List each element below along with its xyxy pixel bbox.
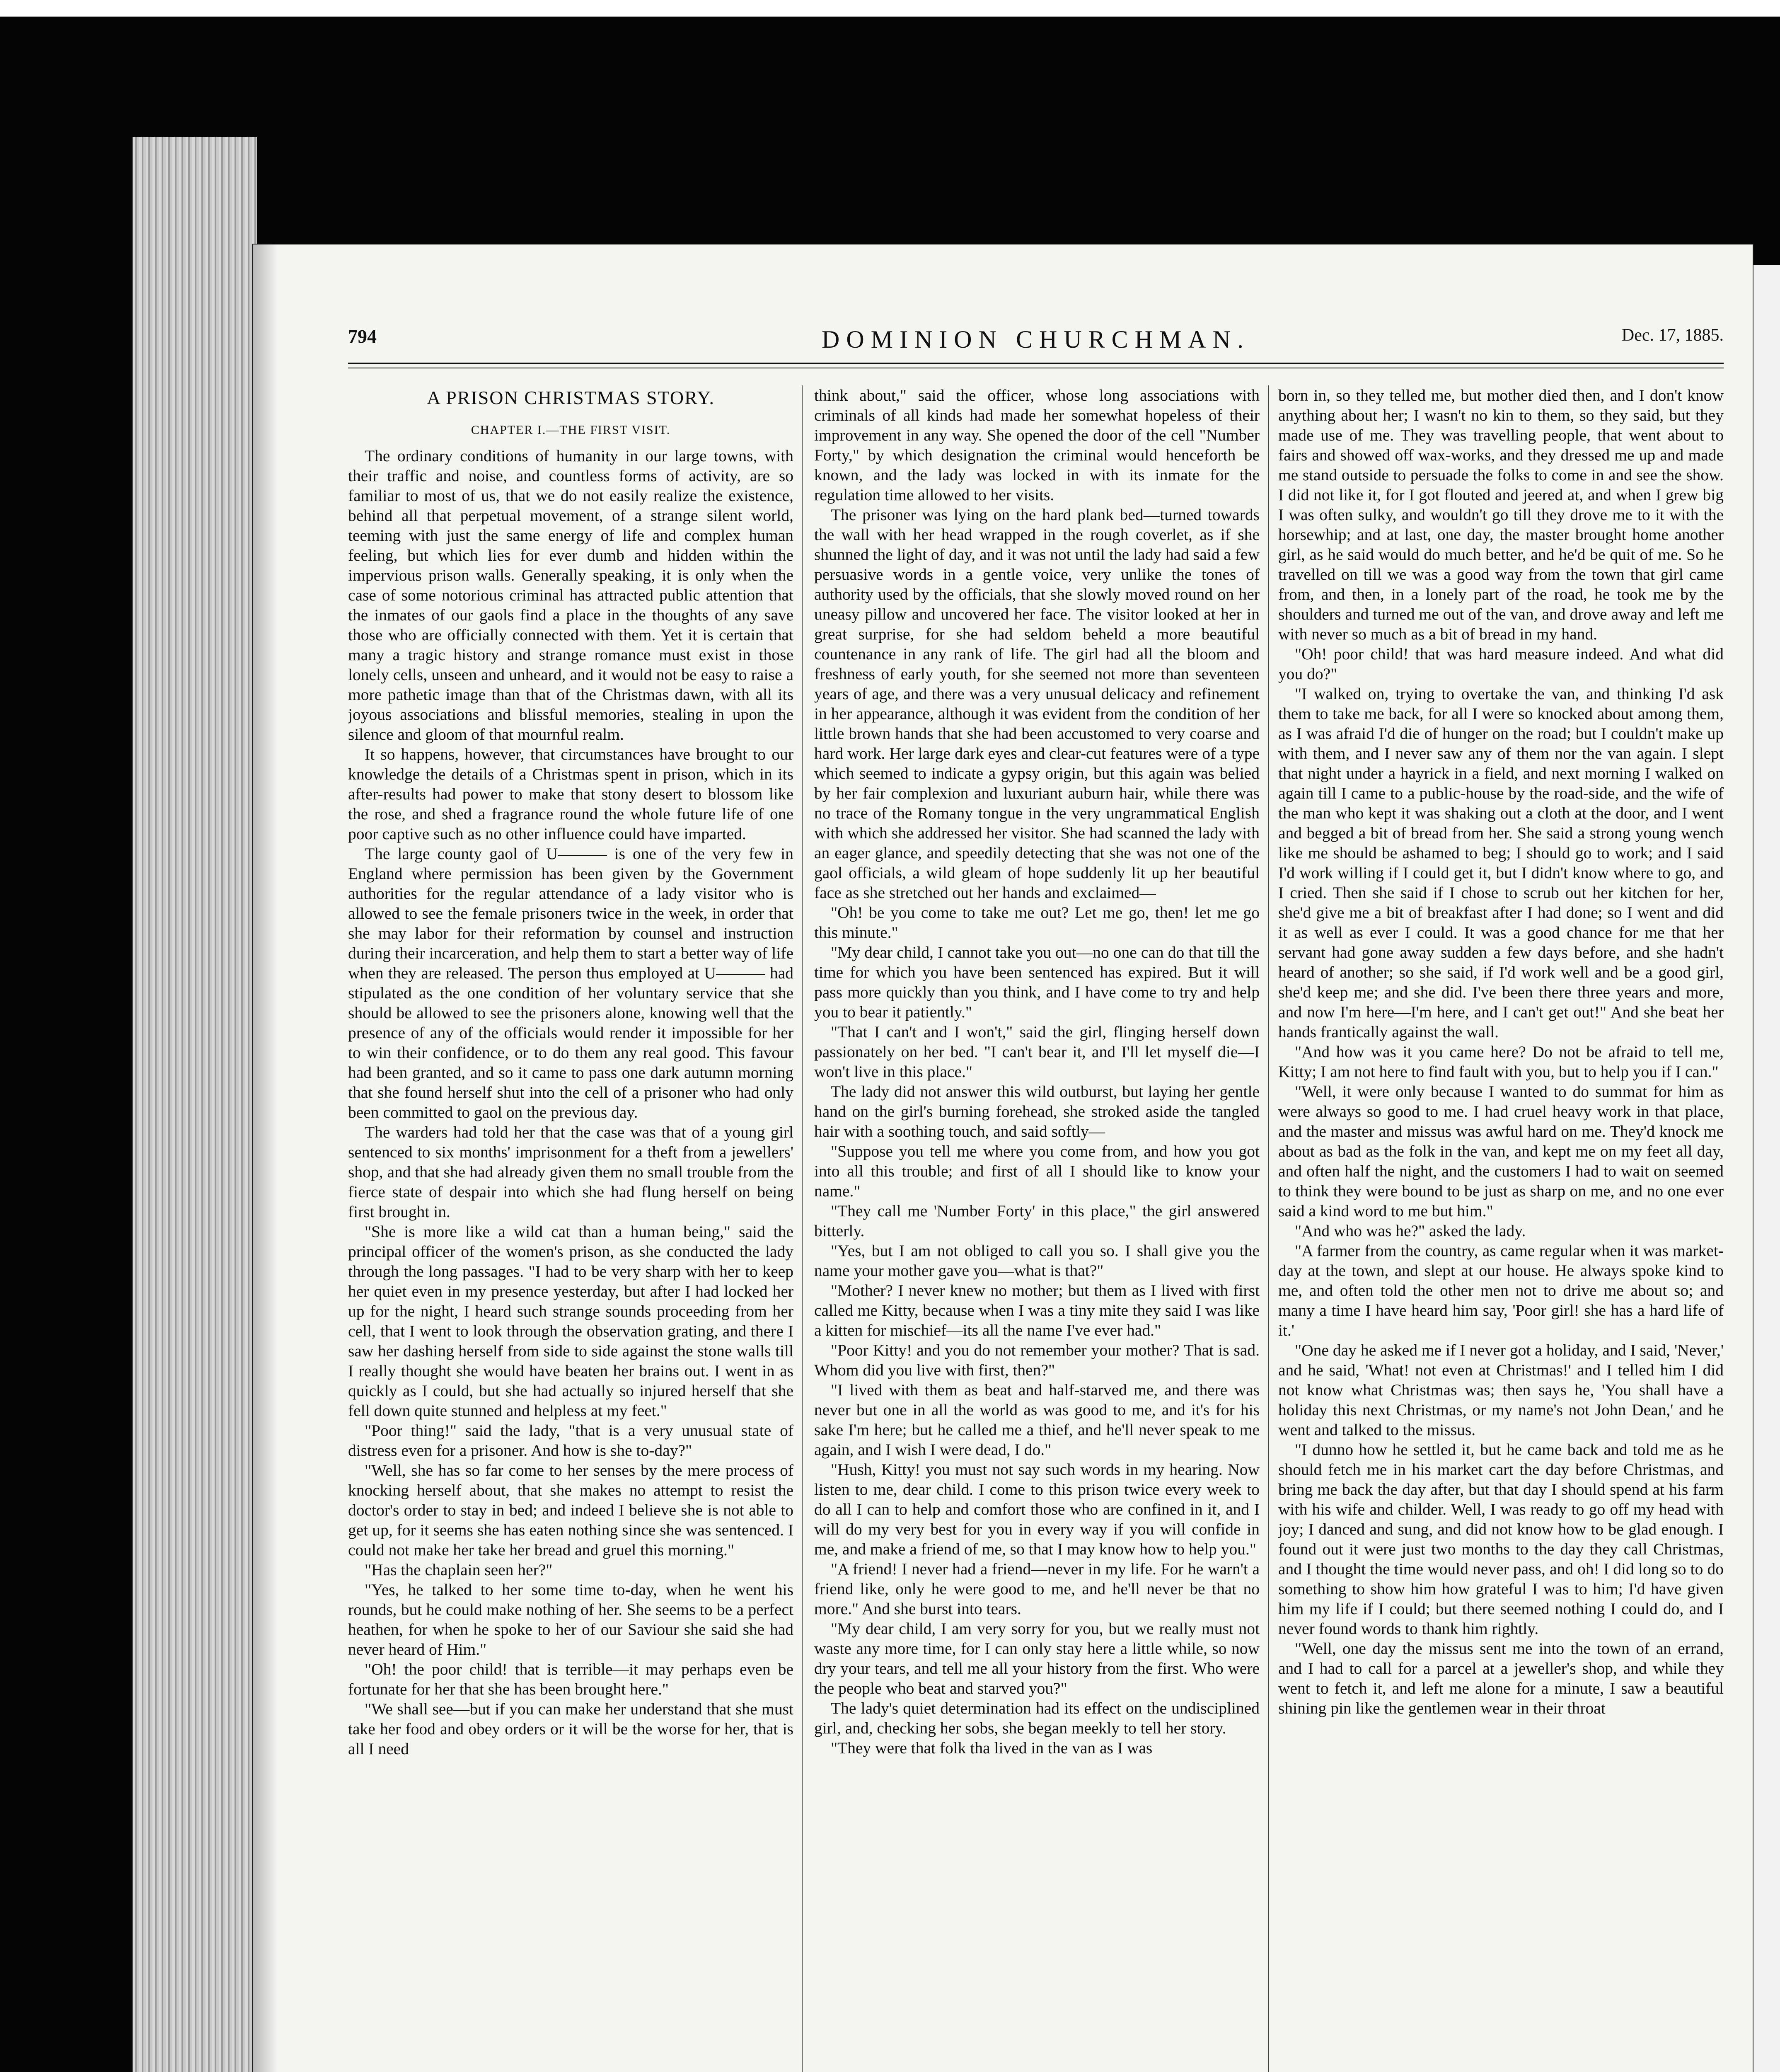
paragraph: "Yes, but I am not obliged to call you so. I shall give you the name your mother gave you—what is that?" [814, 1242, 1260, 1280]
running-head [348, 325, 1724, 354]
paragraph: It so happens, however, that circumstances have brought to our knowledge the details of a Christmas spent in prison, which in its after-results had power to make that stony desert to blossom like the rose, and shed a fragrance round the whole future life of one poor captive such as no other influence could have imparted. [348, 745, 793, 843]
spine-shadow [253, 244, 278, 2072]
column-divider [1268, 385, 1269, 2072]
column-3 [1278, 385, 1724, 2072]
paragraph: The lady's quiet determination had its effect on the undisciplined girl, and, checking her sobs, she began meekly to tell her story. [814, 1699, 1260, 1737]
header-rule [348, 363, 1724, 364]
journal-title: DOMINION CHURCHMAN. [821, 326, 1250, 353]
paragraph: "Poor Kitty! and you do not remember your mother? That is sad. Whom did you live with first, then?" [814, 1341, 1260, 1379]
paragraph: "Oh! the poor child! that is terrible—it may perhaps even be fortunate for her that she has been brought here." [348, 1660, 793, 1698]
issue-date: Dec. 17, 1885. [1621, 326, 1724, 345]
column-1 [348, 385, 793, 2072]
paragraph: "Well, she has so far come to her senses by the mere process of knocking herself about, that she makes no attempt to resist the doctor's order to stay in bed; and indeed I believe she is not able to get up, for it seems she has eaten nothing since she was sentenced. I could not make her take her bread and gruel this morning." [348, 1461, 793, 1559]
paragraph: "Oh! poor child! that was hard measure indeed. And what did you do?" [1278, 645, 1724, 683]
paragraph: The large county gaol of U——— is one of the very few in England where permission has been given by the Government authorities for the regular attendance of a lady visitor who is allowed to see the female prisoners twice in the week, in order that she may labor for their reformation by counsel and instruction during their incarceration, and help them to start a better way of life when they are released. The person thus employed at U——— had stipulated as the one condition of her voluntary service that she should be allowed to see the prisoners alone, knowing well that the presence of any of the officials would render it impossible for her to win their confidence, or to do them any real good. This favour had been granted, and so it came to pass one dark autumn morning that she found herself shut into the cell of a prisoner who had only been committed to gaol on the previous day. [348, 845, 793, 1121]
paragraph: "My dear child, I cannot take you out—no one can do that till the time for which you have been sentenced has expired. But it will pass more quickly than you think, and I have come to try and help you to bear it patiently." [814, 943, 1260, 1021]
paragraph: think about," said the officer, whose long associations with criminals of all kinds had made her somewhat hopeless of their improvement in any way. She opened the door of the cell "Number Forty," by which designation the criminal would henceforth be known, and the lady was locked in with its inmate for the regulation time allowed to her visits. [814, 386, 1260, 504]
paragraph: "Poor thing!" said the lady, "that is a very unusual state of distress even for a prisoner. And how is she to-day?" [348, 1421, 793, 1460]
chapter-heading: CHAPTER I.—THE FIRST VISIT. [471, 423, 671, 437]
page-number: 794 [348, 326, 377, 347]
paragraph: "Mother? I never knew no mother; but them as I lived with first called me Kitty, because when I was a tiny mite they said I was like a kitten for mischief—its all the name I've ever had." [814, 1281, 1260, 1339]
paragraph: "We shall see—but if you can make her understand that she must take her food and obey orders or it will be the worse for her, that is all I need [348, 1700, 793, 1758]
book-page-edges [133, 137, 257, 2072]
paragraph: "And who was he?" asked the lady. [1295, 1222, 1526, 1240]
paragraph: The lady did not answer this wild outburst, but laying her gentle hand on the girl's burning forehead, she stroked aside the tangled hair with a soothing touch, and said softly— [814, 1082, 1260, 1140]
newspaper-page [253, 244, 1753, 2072]
paragraph: born in, so they telled me, but mother died then, and I don't know anything about her; I wasn't no kin to them, so they said, but they made use of me. They was travelling people, that went about to fairs and showed off wax-works, and they dressed me up and made me stand outside to persuade the folks to come in and see the show. I did not like it, for I got flouted and jeered at, and when I grew big I was often sulky, and wouldn't go till they drove me to it with the horsewhip; and at last, one day, the master brought home another girl, as he said would do much better, and he'd be quit of me. So he travelled on till we was a good way from the town that girl came from, and then, in a lonely part of the road, he took me by the shoulders and turned me out of the van, and drove away and left me with never so much as a bit of bread in my hand. [1278, 386, 1724, 643]
paragraph: "They call me 'Number Forty' in this place," the girl answered bitterly. [814, 1202, 1260, 1240]
paragraph: "Oh! be you come to take me out? Let me go, then! let me go this minute." [814, 903, 1260, 942]
paragraph: "Has the chaplain seen her?" [365, 1561, 553, 1579]
paragraph: "Well, it were only because I wanted to do summat for him as were always so good to me. I had cruel heavy work in that place, and the master and missus was awful hard on me. They'd knock me about as bad as the folk in the van, and kept me on my feet all day, and often half the night, and the customers I had to wait on seemed to think they were bound to be just as sharp on me, and no one ever said a kind word to me but him." [1278, 1082, 1724, 1220]
paragraph: "Suppose you tell me where you come from, and how you got into all this trouble; and first of all I should like to know your name." [814, 1142, 1260, 1200]
paragraph: "A farmer from the country, as came regular when it was market-day at the town, and slept at our house. He always spoke kind to me, and often told the other men not to drive me about so; and many a time I have heard him say, 'Poor girl! she has a hard life of it.' [1278, 1242, 1724, 1339]
paragraph: "That I can't and I won't," said the girl, flinging herself down passionately on her bed. "I can't bear it, and I'll let myself die—I won't live in this place." [814, 1023, 1260, 1081]
paragraph: "She is more like a wild cat than a human being," said the principal officer of the women's prison, as she conducted the lady through the long passages. "I had to be very sharp with her to keep her quiet even in my presence yesterday, but after I had locked her up for the night, I heard such strange sounds proceeding from her cell, that I went to look through the observation grating, and there I saw her dashing herself from side to side against the stone walls till I really thought she would have beaten her brains out. I went in as quickly as I could, but she had actually so injured herself that she fell down quite stunned and helpless at my feet." [348, 1222, 793, 1420]
paragraph: "One day he asked me if I never got a holiday, and I said, 'Never,' and he said, 'What! not even at Christmas!' and I telled him I did not know what Christmas was; then says he, 'You shall have a holiday this next Christmas, or my name's not John Dean,' and he went and talked to the missus. [1278, 1341, 1724, 1439]
paragraph: "Well, one day the missus sent me into the town of an errand, and I had to call for a parcel at a jeweller's shop, and while they went to fetch it, and left me alone for a minute, I saw a beautiful shining pin like the gentlemen wear in their throat [1278, 1639, 1724, 1717]
paragraph: "Yes, he talked to her some time to-day, when he went his rounds, but he could make nothing of her. She seems to be a perfect heathen, for when he spoke to her of our Saviour she said she had never heard of Him." [348, 1581, 793, 1658]
scan-top-band [0, 0, 1780, 17]
paragraph: The prisoner was lying on the hard plank bed—turned towards the wall with her head wrapped in the rough coverlet, as if she shunned the light of day, and it was not until the lady had said a few persuasive words in a gentle voice, very unlike the tones of authority used by the officials, that she slowly moved round on her uneasy pillow and uncovered her face. The visitor looked at her in great surprise, for she had seldom beheld a more beautiful countenance in any rank of life. The girl had all the bloom and freshness of early youth, for she seemed not more than seventeen years of age, and there was a very unusual delicacy and refinement in her appearance, although it was evident from the condition of her little brown hands that she had been accustomed to very coarse and hard work. Her large dark eyes and clear-cut features were of a type which seemed to indicate a gypsy origin, but this again was belied by her fair complexion and luxuriant auburn hair, while there was no trace of the Romany tongue in the very ungrammatical English with which she addressed her visitor. She had scanned the lady with an eager glance, and speedily detecting that she was not one of the gaol officials, a wild gleam of hope suddenly lit up her beautiful face as she stretched out her hands and exclaimed— [814, 506, 1260, 902]
paragraph: "Hush, Kitty! you must not say such words in my hearing. Now listen to me, dear child. I come to this prison twice every week to do all I can to help and comfort those who are confined in it, and I will do my very best for you in every way if you will confide in me, and make a friend of me, so that I may know how to help you." [814, 1460, 1260, 1558]
paragraph: "And how was it you came here? Do not be afraid to tell me, Kitty; I am not here to find fault with you, but to help you if I can." [1278, 1043, 1724, 1081]
column-2 [814, 385, 1260, 2072]
paragraph: "I walked on, trying to overtake the van, and thinking I'd ask them to take me back, for all I were so knocked about among them, as I was afraid I'd die of hunger on the road; but I couldn't make up with them, and I never saw any of them nor the van again. I slept that night under a hayrick in a field, and next morning I walked on again till I came to a public-house by the road-side, and the wife of the man who kept it was shaking out a cloth at the door, and I went and begged a bit of bread from her. She said a strong young wench like me should be ashamed to beg; I should go to work; and I said I'd work willing if I could get it, but I didn't know where to go, and I cried. Then she said if I chose to scrub out her kitchen for her, she'd give me a bit of breakfast after I had done; so I went and did it as well as ever I could. It was a good chance for me that her servant had gone away sudden a few days before, and she hadn't heard of another; so she said, if I'd work well and be a good girl, she'd keep me; and she did. I've been there three years and more, and now I'm here—I'm here, and I can't get out!" And she beat her hands frantically against the wall. [1278, 685, 1724, 1041]
paragraph: "They were that folk tha lived in the van as I was [831, 1739, 1153, 1757]
paragraph: The warders had told her that the case was that of a young girl sentenced to six months' imprisonment for a theft from a jewellers' shop, and that she had already given them no small trouble from the fierce state of despair into which she had flung herself on being first brought in. [348, 1123, 793, 1221]
paragraph: The ordinary conditions of humanity in our large towns, with their traffic and noise, and countless forms of activity, are so familiar to most of us, that we do not easily realize the existence, behind all that perpetual movement, of a strange silent world, teeming with just the same energy of life and complex human feeling, but which lies for ever dumb and hidden within the impervious prison walls. Generally speaking, it is only when the case of some notorious criminal has attracted public attention that the inmates of our gaols find a place in the thoughts of any save those who are officially connected with them. Yet it is certain that many a tragic history and strange romance must exist in those lonely cells, unseen and unheard, and it would not be easy to raise a more pathetic image than that of the Christmas dawn, with all its joyous associations and blissful memories, stealing in upon the silence and gloom of that mournful realm. [348, 447, 793, 743]
article-title: A PRISON CHRISTMAS STORY. [426, 387, 715, 408]
paragraph: "A friend! I never had a friend—never in my life. For he warn't a friend like, only he were good to me, and he'll never be that no more." And she burst into tears. [814, 1560, 1260, 1618]
paragraph: "I dunno how he settled it, but he came back and told me as he should fetch me in his market cart the day before Christmas, and bring me back the day after, but that day I should spend at his farm with his wife and childer. Well, I was ready to go off my head with joy; I danced and sung, and did not know how to be glad enough. I found out it were just two months to the day they call Christmas, and I thought the time would never pass, and oh! I did long so to do something to show him how grateful I was to him; I'd have given him my life if I could; but there seemed nothing I could do, and I never found words to thank him rightly. [1278, 1440, 1724, 1638]
column-divider [802, 385, 803, 2072]
paragraph: "My dear child, I am very sorry for you, but we really must not waste any more time, for I can only stay here a little while, so now dry your tears, and tell me all your history from the first. Who were the people who beat and starved you?" [814, 1619, 1260, 1697]
paragraph: "I lived with them as beat and half-starved me, and there was never but one in all the world as was good to me, and it's for his sake I'm here; but he called me a thief, and he'll never speak to me again, and I wish I were dead, I do." [814, 1381, 1260, 1459]
